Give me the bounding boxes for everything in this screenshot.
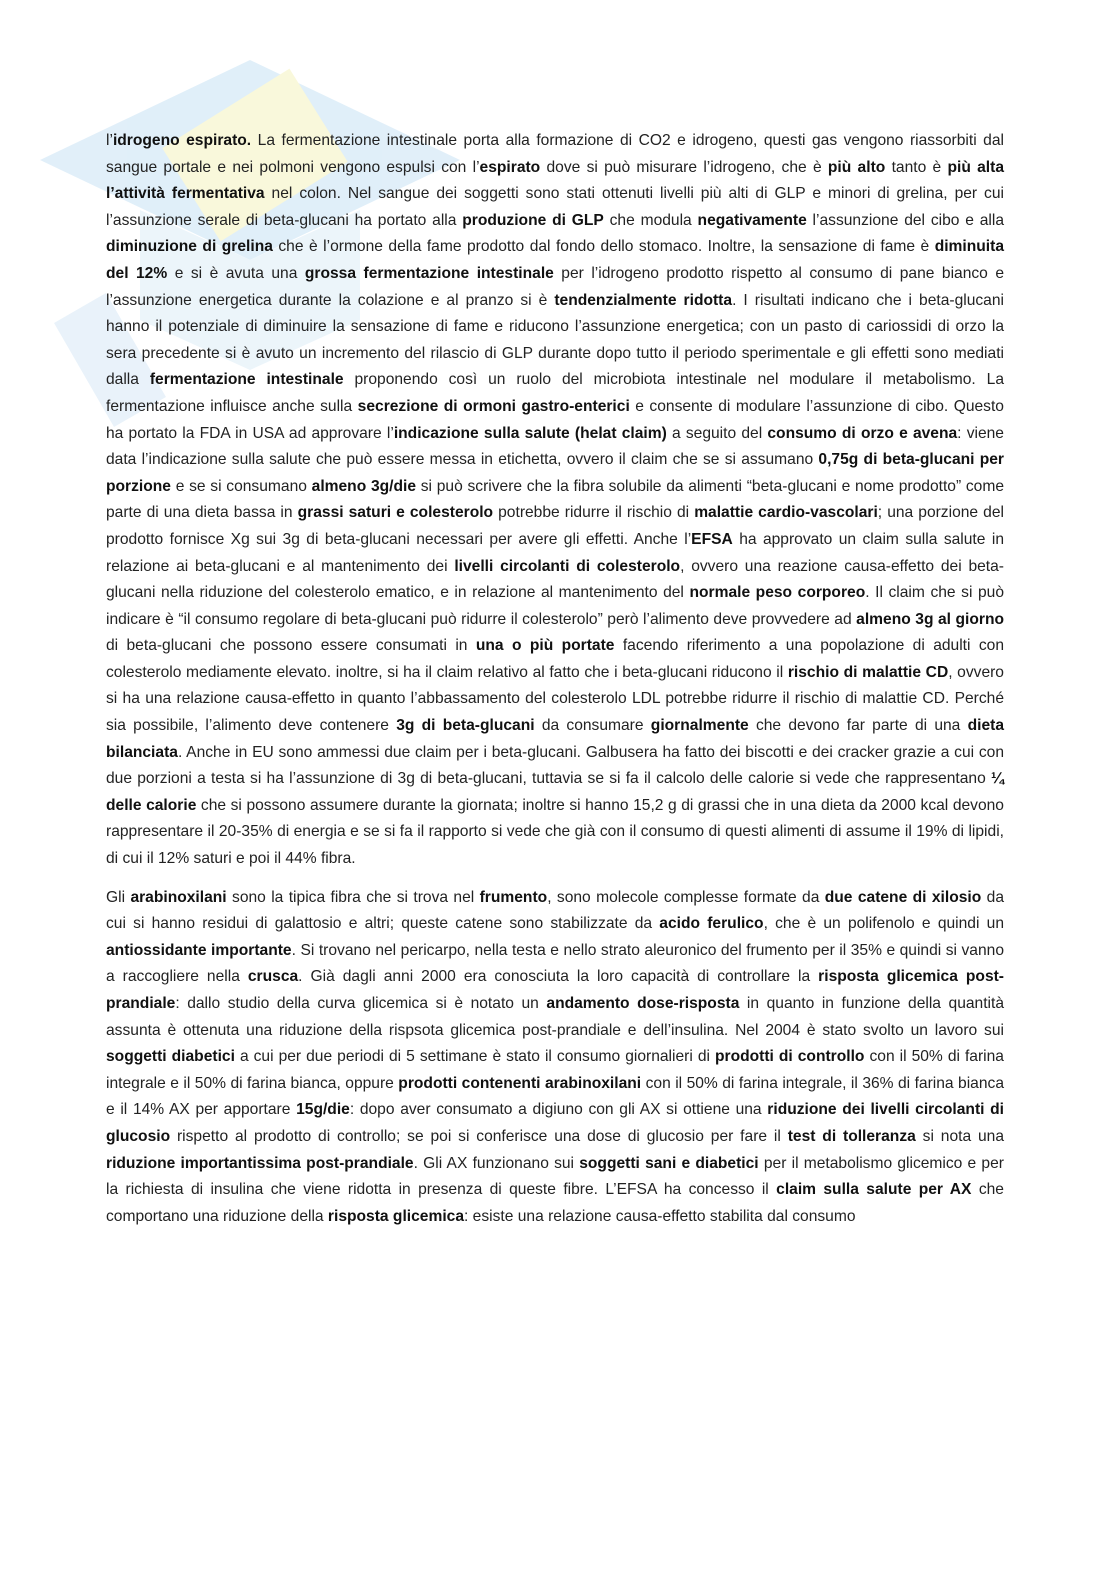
bold-text-run: acido ferulico [659, 915, 764, 933]
bold-text-run: 3g di beta-glucani [396, 717, 535, 735]
bold-text-run: indicazione sulla salute (helat claim) [393, 424, 667, 442]
text-run: e consente di modulare l’assunzione di cibo. Questo ha portato la FDA in USA ad approvare l’ [106, 397, 1004, 442]
bold-text-run: crusca [247, 968, 299, 986]
bold-text-run: prodotti di controllo [714, 1048, 865, 1066]
text-run: La fermentazione intestinale porta alla formazione di CO2 e idrogeno, questi gas vengono riassorbiti dal sangue portale e nei polmoni vengono espulsi con l’ [106, 132, 1004, 176]
bold-text-run: livelli circolanti di colesterolo [454, 557, 681, 575]
bold-text-run: claim sulla salute per AX [776, 1181, 972, 1199]
text-run: : viene data l’indicazione sulla salute che può essere messa in etichetta, ovvero il claim che se si assumano [106, 424, 1004, 469]
text-run: . Già dagli anni 2000 era conosciuta la loro capacità di controllare la [298, 968, 819, 986]
text-run: da consumare [534, 717, 651, 735]
bold-text-run: ¼ delle calorie [106, 770, 1004, 814]
bold-text-run: due catene di xilosio [824, 888, 982, 906]
text-run: Gli [106, 888, 131, 906]
bold-text-run: secrezione di ormoni gastro-enterici [357, 397, 630, 415]
bold-text-run: soggetti diabetici [106, 1048, 235, 1066]
bold-text-run: tendenzialmente ridotta [554, 291, 733, 309]
text-run: dove si può misurare l’idrogeno, che è [540, 158, 828, 176]
text-run: da cui si hanno residui di galattosio e altri; queste catene sono stabilizzate da [106, 888, 1004, 933]
text-run: tanto è [885, 158, 948, 176]
text-run: per l’idrogeno prodotto rispetto al consumo di pane bianco e l’assunzione energetica durante la colazione e al pranzo si è [106, 264, 1005, 309]
bold-text-run: riduzione dei livelli circolanti di glucosio [106, 1101, 1005, 1145]
text-run: per il metabolismo glicemico e per la richiesta di insulina che viene ridotta in presenza di queste fibre. L’EFSA ha concesso il [106, 1154, 1004, 1199]
bold-text-run: produzione di GLP [462, 211, 604, 229]
bold-text-run: antiossidante importante [106, 941, 292, 959]
text-run: in quanto in funzione della quantità assunta è ottenuta una riduzione della rispsota glicemica post-prandiale e dell’insulina. Nel 2004 è stato svolto un lavoro sui [106, 995, 1005, 1039]
text-run: che è l’ormone della fame prodotto dal fondo dello stomaco. Inoltre, la sensazione di fame è [272, 238, 935, 256]
text-run: , che è un polifenolo e quindi un [763, 915, 1004, 933]
bold-text-run: più alto [827, 158, 886, 176]
bold-text-run: consumo di orzo e avena [767, 424, 958, 442]
text-run: : esiste una relazione causa-effetto stabilita dal consumo [464, 1207, 856, 1225]
bold-text-run: fermentazione intestinale [149, 371, 344, 389]
bold-text-run: riduzione importantissima post-prandiale [106, 1154, 414, 1172]
text-run: , sono molecole complesse formate da [547, 888, 825, 906]
document-body [106, 128, 1004, 1242]
text-run: . Il claim che si può indicare è “il consumo regolare di beta-glucani può ridurre il colesterolo” però l’alimento deve provvedere ad [106, 584, 1005, 628]
text-run: con il 50% di farina integrale, il 36% di farina bianca e il 14% AX per apportare [106, 1074, 1004, 1119]
text-run: a seguito del [666, 424, 768, 442]
bold-text-run: soggetti sani e diabetici [579, 1154, 759, 1172]
text-run: ; una porzione del prodotto fornisce Xg sui 3g di beta-glucani necessari per avere gli effetti. Anche l’ [106, 504, 1004, 548]
paragraph [106, 885, 1004, 1231]
text-run: , ovvero una reazione causa-effetto dei beta-glucani nella riduzione del colesterolo ematico, e in relazione al mantenimento del [106, 557, 1004, 602]
bold-text-run: test di tolleranza [787, 1127, 916, 1145]
bold-text-run: negativamente [697, 211, 807, 229]
text-run: si può scrivere che la fibra solubile da alimenti “beta-glucani e nome prodotto” come parte di una dieta bassa in [106, 477, 1004, 522]
bold-text-run: frumento [479, 888, 548, 906]
text-run: a cui per due periodi di 5 settimane è stato il consumo giornalieri di [234, 1048, 715, 1066]
text-run: sono la tipica fibra che si trova nel [226, 888, 480, 906]
bold-text-run: idrogeno espirato. [112, 132, 252, 149]
text-run: l’ [106, 132, 113, 149]
text-run: facendo riferimento a una popolazione di adulti con colesterolo mediamente elevato. inoltre, si ha il claim relativo al fatto che i beta-glucani riducono il [106, 637, 1004, 681]
bold-text-run: grassi saturi e colesterolo [297, 504, 494, 522]
bold-text-run: risposta glicemica post-prandiale [106, 968, 1005, 1012]
text-run: . I risultati indicano che i beta-glucani hanno il potenziale di diminuire la sensazione di fame e riducono l’assunzione energetica; con un pasto di cariossidi di orzo la sera precedente si è avuto un incremento del rilascio di GLP durante dopo tutto il periodo sperimentale e gli effetti sono mediati dalla [106, 291, 1004, 389]
bold-text-run: più alta l’attività fermentativa [106, 158, 1004, 203]
bold-text-run: diminuzione di grelina [106, 238, 273, 256]
bold-text-run: giornalmente [650, 717, 749, 735]
text-run: che si possono assumere durante la giornata; inoltre si hanno 15,2 g di grassi che in una dieta da 2000 kcal devono rappresentare il 20-35% di energia e se si fa il rapporto si vede che già con il consumo di questi alimenti di assume il 19% di lipidi, di cui il 12% saturi e poi il 44% fibra. [106, 796, 1004, 868]
text-run: , ovvero si ha una relazione causa-effetto in quanto l’abbassamento del colesterolo LDL potrebbe ridurre il rischio di malattie CD. Perché sia possibile, l’alimento deve contenere [106, 663, 1004, 735]
text-run: si nota una [915, 1127, 1004, 1145]
text-run: . Anche in EU sono ammessi due claim per i beta-glucani. Galbusera ha fatto dei biscotti e dei cracker grazie a cui con due porzioni a testa si ha l’assunzione di 3g di beta-glucani, tuttavia se si fa il calcolo delle calorie si vede che rappresentano [106, 743, 1004, 788]
paragraph [106, 128, 1004, 873]
bold-text-run: andamento dose-risposta [546, 995, 740, 1012]
bold-text-run: 0,75g di beta-glucani per porzione [106, 451, 1005, 495]
bold-text-run: EFSA [691, 530, 733, 548]
text-run: proponendo così un ruolo del microbiota intestinale nel modulare il metabolismo. La fermentazione influisce anche sulla [106, 371, 1005, 415]
bold-text-run: una o più portate [475, 637, 615, 655]
text-run: : dallo studio della curva glicemica si è notato un [175, 995, 547, 1012]
text-run: di beta-glucani che possono essere consumati in [106, 637, 476, 655]
text-run: che modula [603, 211, 698, 229]
text-run: : dopo aver consumato a digiuno con gli AX si ottiene una [349, 1101, 768, 1119]
text-run: . Si trovano nel pericarpo, nella testa e nello strato aleuronico del frumento per il 35% e quindi si vanno a raccogliere nella [106, 941, 1005, 986]
text-run: l’assunzione del cibo e alla [806, 211, 1004, 229]
bold-text-run: prodotti contenenti arabinoxilani [398, 1074, 642, 1092]
text-run: e se si consumano [170, 477, 312, 495]
text-run: rispetto al prodotto di controllo; se poi si conferisce una dose di glucosio per fare il [170, 1127, 788, 1145]
bold-text-run: dieta bilanciata [106, 717, 1005, 761]
bold-text-run: risposta glicemica [327, 1207, 464, 1225]
text-run: . Gli AX funzionano sui [413, 1154, 580, 1172]
text-run: nel colon. Nel sangue dei soggetti sono stati ottenuti livelli più alti di GLP e minori di grelina, per cui l’assunzione serale di beta-glucani ha portato alla [106, 185, 1004, 229]
text-run: che comportano una riduzione della [106, 1181, 1004, 1225]
bold-text-run: espirato [479, 158, 541, 176]
text-run: potrebbe ridurre il rischio di [493, 504, 695, 522]
text-run: che devono far parte di una [748, 717, 968, 735]
bold-text-run: arabinoxilani [130, 888, 227, 906]
bold-text-run: diminuita del 12% [106, 238, 1004, 282]
text-run: ha approvato un claim sulla salute in relazione ai beta-glucani e al mantenimento dei [106, 530, 1004, 575]
bold-text-run: grossa fermentazione intestinale [304, 264, 554, 282]
text-run: e si è avuta una [167, 264, 305, 282]
bold-text-run: 15g/die [296, 1101, 350, 1119]
bold-text-run: almeno 3g/die [311, 477, 417, 495]
bold-text-run: malattie cardio-vascolari [694, 504, 878, 522]
bold-text-run: almeno 3g al giorno [856, 610, 1005, 628]
text-run: con il 50% di farina integrale e il 50% di farina bianca, oppure [106, 1048, 1004, 1092]
bold-text-run: rischio di malattie CD [787, 663, 949, 681]
bold-text-run: normale peso corporeo [689, 584, 866, 602]
